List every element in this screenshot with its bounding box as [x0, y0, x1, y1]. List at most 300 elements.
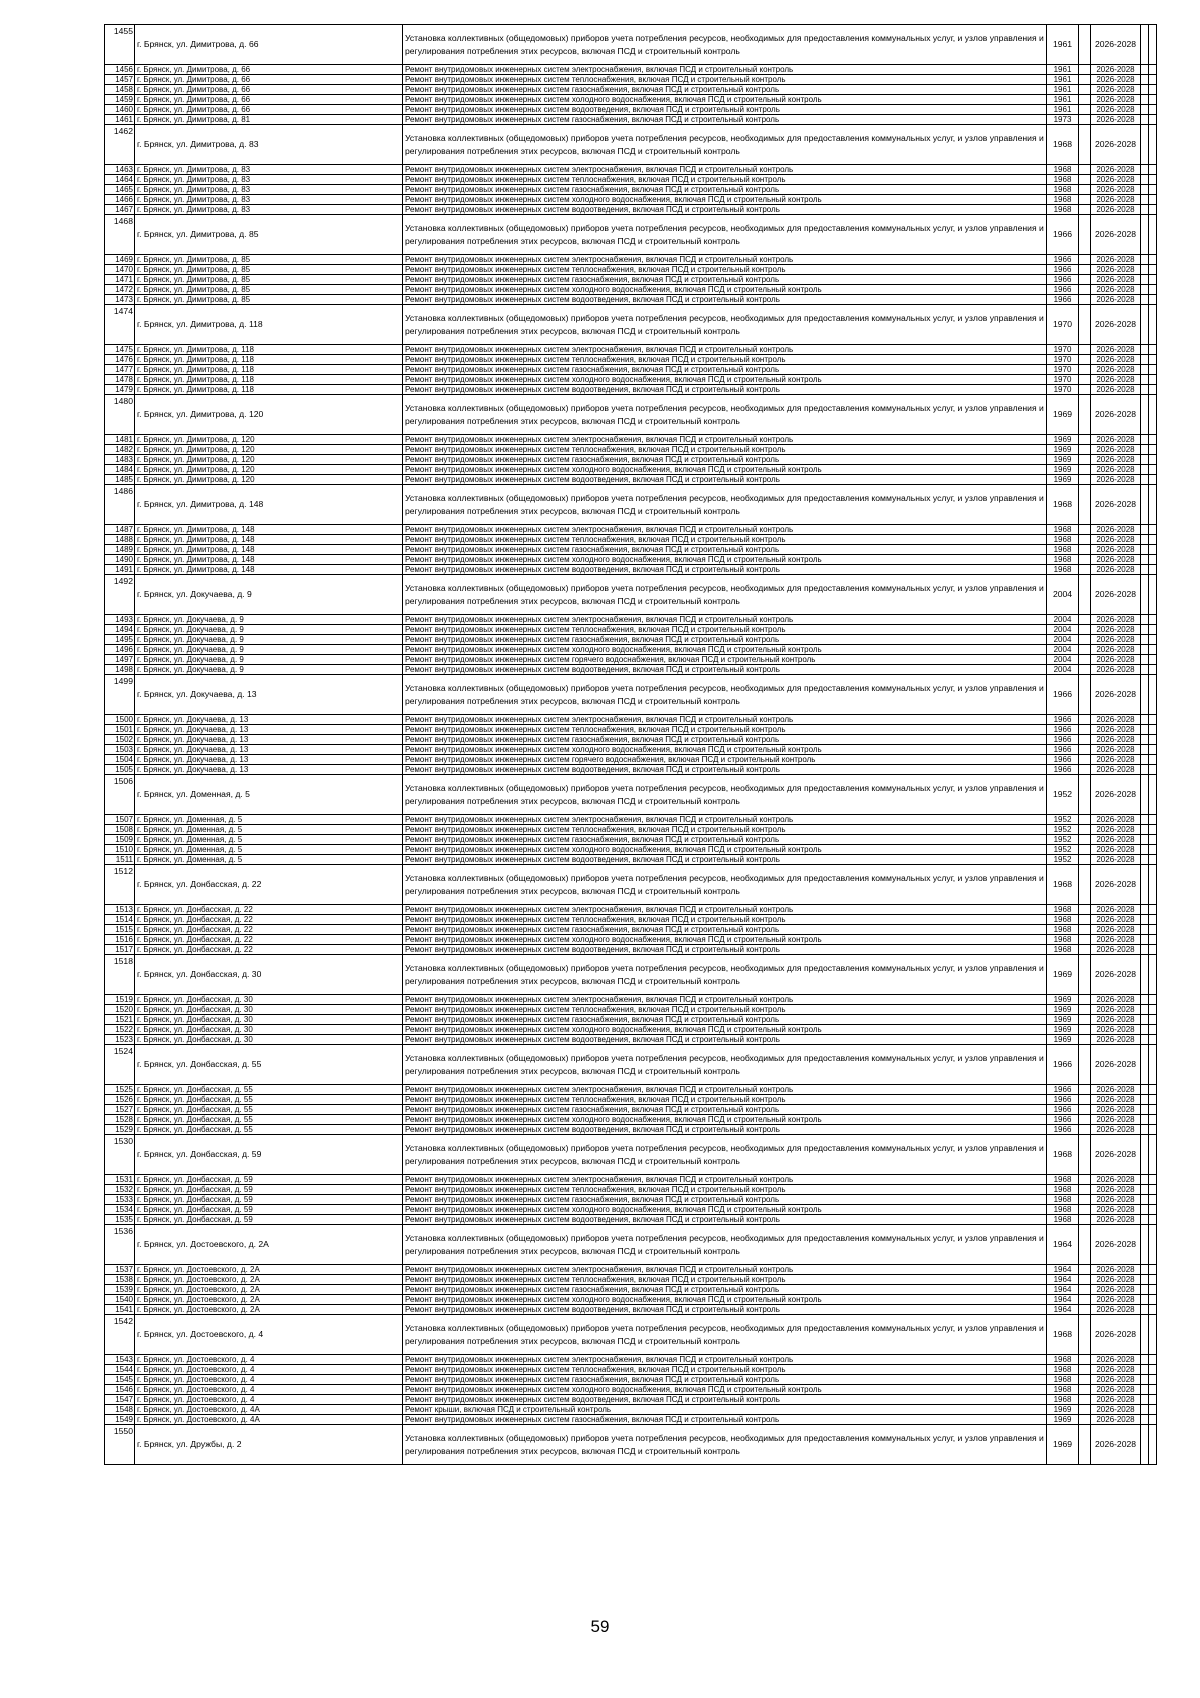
- empty-cell: [1149, 1415, 1157, 1425]
- empty-cell: [1141, 825, 1149, 835]
- row-number: 1538: [105, 1275, 135, 1285]
- empty-cell: [1141, 1315, 1149, 1355]
- empty-cell: [1149, 745, 1157, 755]
- row-number: 1549: [105, 1415, 135, 1425]
- empty-cell: [1079, 285, 1091, 295]
- work-type-cell: Установка коллективных (общедомовых) приборов учета потребления ресурсов, необходимых для предоставления коммунальных услуг, и узлов управления и регулирования потребления этих ресурсов, включая ПСД и строительный контроль: [403, 675, 1047, 715]
- build-year-cell: 1966: [1047, 265, 1079, 275]
- work-type-cell: Ремонт внутридомовых инженерных систем газоснабжения, включая ПСД и строительный контроль: [403, 1415, 1047, 1425]
- build-year-cell: 2004: [1047, 665, 1079, 675]
- row-number: 1484: [105, 465, 135, 475]
- empty-cell: [1079, 435, 1091, 445]
- period-cell: 2026-2028: [1091, 825, 1141, 835]
- empty-cell: [1141, 1375, 1149, 1385]
- empty-cell: [1141, 575, 1149, 615]
- period-cell: 2026-2028: [1091, 475, 1141, 485]
- build-year-cell: 1966: [1047, 675, 1079, 715]
- row-number: 1472: [105, 285, 135, 295]
- work-type-cell: Ремонт внутридомовых инженерных систем газоснабжения, включая ПСД и строительный контроль: [403, 1375, 1047, 1385]
- period-cell: 2026-2028: [1091, 915, 1141, 925]
- work-type-cell: Ремонт внутридомовых инженерных систем горячего водоснабжения, включая ПСД и строительный контроль: [403, 655, 1047, 665]
- build-year-cell: 1961: [1047, 75, 1079, 85]
- empty-cell: [1141, 395, 1149, 435]
- build-year-cell: 1966: [1047, 295, 1079, 305]
- empty-cell: [1141, 1295, 1149, 1305]
- work-type-cell: Ремонт внутридомовых инженерных систем водоотведения, включая ПСД и строительный контроль: [403, 385, 1047, 395]
- address-cell: г. Брянск, ул. Димитрова, д. 83: [135, 125, 403, 165]
- address-cell: г. Брянск, ул. Донбасская, д. 59: [135, 1185, 403, 1195]
- work-type-cell: Ремонт внутридомовых инженерных систем теплоснабжения, включая ПСД и строительный контроль: [403, 355, 1047, 365]
- work-type-cell: Ремонт внутридомовых инженерных систем газоснабжения, включая ПСД и строительный контроль: [403, 1015, 1047, 1025]
- period-cell: 2026-2028: [1091, 1295, 1141, 1305]
- address-cell: г. Брянск, ул. Докучаева, д. 13: [135, 755, 403, 765]
- build-year-cell: 1969: [1047, 1415, 1079, 1425]
- address-cell: г. Брянск, ул. Достоевского, д. 4: [135, 1395, 403, 1405]
- work-type-cell: Установка коллективных (общедомовых) приборов учета потребления ресурсов, необходимых для предоставления коммунальных услуг, и узлов управления и регулирования потребления этих ресурсов, включая ПСД и строительный контроль: [403, 955, 1047, 995]
- empty-cell: [1149, 285, 1157, 295]
- empty-cell: [1141, 905, 1149, 915]
- work-type-cell: Ремонт внутридомовых инженерных систем газоснабжения, включая ПСД и строительный контроль: [403, 275, 1047, 285]
- empty-cell: [1141, 925, 1149, 935]
- empty-cell: [1079, 385, 1091, 395]
- build-year-cell: 1968: [1047, 125, 1079, 165]
- row-number: 1537: [105, 1265, 135, 1275]
- row-number: 1507: [105, 815, 135, 825]
- period-cell: 2026-2028: [1091, 445, 1141, 455]
- period-cell: 2026-2028: [1091, 1365, 1141, 1375]
- empty-cell: [1149, 1375, 1157, 1385]
- table-row: [105, 1365, 1157, 1375]
- empty-cell: [1141, 345, 1149, 355]
- address-cell: г. Брянск, ул. Донбасская, д. 55: [135, 1045, 403, 1085]
- empty-cell: [1141, 865, 1149, 905]
- period-cell: 2026-2028: [1091, 85, 1141, 95]
- empty-cell: [1079, 1395, 1091, 1405]
- row-number: 1475: [105, 345, 135, 355]
- address-cell: г. Брянск, ул. Донбасская, д. 30: [135, 995, 403, 1005]
- empty-cell: [1079, 1045, 1091, 1085]
- address-cell: г. Брянск, ул. Донбасская, д. 30: [135, 1025, 403, 1035]
- address-cell: г. Брянск, ул. Димитрова, д. 85: [135, 275, 403, 285]
- build-year-cell: 1968: [1047, 555, 1079, 565]
- work-type-cell: Установка коллективных (общедомовых) приборов учета потребления ресурсов, необходимых для предоставления коммунальных услуг, и узлов управления и регулирования потребления этих ресурсов, включая ПСД и строительный контроль: [403, 125, 1047, 165]
- address-cell: г. Брянск, ул. Докучаева, д. 13: [135, 745, 403, 755]
- work-type-cell: Ремонт внутридомовых инженерных систем теплоснабжения, включая ПСД и строительный контроль: [403, 915, 1047, 925]
- address-cell: г. Брянск, ул. Димитрова, д. 118: [135, 365, 403, 375]
- table-row: [105, 955, 1157, 995]
- row-number: 1483: [105, 455, 135, 465]
- period-cell: 2026-2028: [1091, 945, 1141, 955]
- build-year-cell: 1961: [1047, 95, 1079, 105]
- empty-cell: [1079, 855, 1091, 865]
- empty-cell: [1079, 865, 1091, 905]
- empty-cell: [1149, 75, 1157, 85]
- empty-cell: [1079, 215, 1091, 255]
- empty-cell: [1149, 535, 1157, 545]
- empty-cell: [1149, 475, 1157, 485]
- empty-cell: [1079, 75, 1091, 85]
- empty-cell: [1141, 485, 1149, 525]
- empty-cell: [1079, 1175, 1091, 1185]
- period-cell: 2026-2028: [1091, 355, 1141, 365]
- empty-cell: [1079, 1035, 1091, 1045]
- address-cell: г. Брянск, ул. Димитрова, д. 148: [135, 555, 403, 565]
- empty-cell: [1141, 475, 1149, 485]
- empty-cell: [1141, 565, 1149, 575]
- row-number: 1497: [105, 655, 135, 665]
- work-type-cell: Установка коллективных (общедомовых) приборов учета потребления ресурсов, необходимых для предоставления коммунальных услуг, и узлов управления и регулирования потребления этих ресурсов, включая ПСД и строительный контроль: [403, 865, 1047, 905]
- empty-cell: [1149, 1185, 1157, 1195]
- build-year-cell: 1970: [1047, 385, 1079, 395]
- empty-cell: [1149, 1195, 1157, 1205]
- address-cell: г. Брянск, ул. Достоевского, д. 2А: [135, 1305, 403, 1315]
- table-row: [105, 1315, 1157, 1355]
- empty-cell: [1141, 765, 1149, 775]
- empty-cell: [1149, 1025, 1157, 1035]
- table-row: [105, 65, 1157, 75]
- empty-cell: [1079, 925, 1091, 935]
- period-cell: 2026-2028: [1091, 1275, 1141, 1285]
- work-type-cell: Ремонт внутридомовых инженерных систем теплоснабжения, включая ПСД и строительный контроль: [403, 265, 1047, 275]
- work-type-cell: Ремонт внутридомовых инженерных систем водоотведения, включая ПСД и строительный контроль: [403, 855, 1047, 865]
- empty-cell: [1149, 1135, 1157, 1175]
- empty-cell: [1149, 1045, 1157, 1085]
- empty-cell: [1149, 1095, 1157, 1105]
- empty-cell: [1149, 1295, 1157, 1305]
- row-number: 1494: [105, 625, 135, 635]
- empty-cell: [1141, 1035, 1149, 1045]
- address-cell: г. Брянск, ул. Димитрова, д. 66: [135, 65, 403, 75]
- empty-cell: [1149, 765, 1157, 775]
- empty-cell: [1079, 915, 1091, 925]
- work-type-cell: Ремонт внутридомовых инженерных систем электроснабжения, включая ПСД и строительный контроль: [403, 1175, 1047, 1185]
- build-year-cell: 1966: [1047, 745, 1079, 755]
- empty-cell: [1149, 185, 1157, 195]
- empty-cell: [1079, 1405, 1091, 1415]
- empty-cell: [1141, 465, 1149, 475]
- build-year-cell: 1968: [1047, 1385, 1079, 1395]
- build-year-cell: 1964: [1047, 1285, 1079, 1295]
- period-cell: 2026-2028: [1091, 435, 1141, 445]
- period-cell: 2026-2028: [1091, 1395, 1141, 1405]
- empty-cell: [1079, 25, 1091, 65]
- empty-cell: [1141, 1215, 1149, 1225]
- address-cell: г. Брянск, ул. Достоевского, д. 4: [135, 1365, 403, 1375]
- table-row: [105, 1085, 1157, 1095]
- row-number: 1508: [105, 825, 135, 835]
- empty-cell: [1141, 165, 1149, 175]
- empty-cell: [1149, 555, 1157, 565]
- address-cell: г. Брянск, ул. Докучаева, д. 13: [135, 725, 403, 735]
- row-number: 1489: [105, 545, 135, 555]
- table-body: [105, 25, 1157, 1465]
- period-cell: 2026-2028: [1091, 455, 1141, 465]
- empty-cell: [1079, 735, 1091, 745]
- build-year-cell: 1969: [1047, 395, 1079, 435]
- empty-cell: [1079, 1005, 1091, 1015]
- period-cell: 2026-2028: [1091, 105, 1141, 115]
- period-cell: 2026-2028: [1091, 1305, 1141, 1315]
- period-cell: 2026-2028: [1091, 1375, 1141, 1385]
- period-cell: 2026-2028: [1091, 925, 1141, 935]
- address-cell: г. Брянск, ул. Димитрова, д. 66: [135, 95, 403, 105]
- empty-cell: [1141, 1125, 1149, 1135]
- period-cell: 2026-2028: [1091, 295, 1141, 305]
- work-type-cell: Ремонт внутридомовых инженерных систем водоотведения, включая ПСД и строительный контроль: [403, 1035, 1047, 1045]
- empty-cell: [1149, 905, 1157, 915]
- work-type-cell: Ремонт внутридомовых инженерных систем холодного водоснабжения, включая ПСД и строительный контроль: [403, 745, 1047, 755]
- row-number: 1518: [105, 955, 135, 995]
- build-year-cell: 1968: [1047, 945, 1079, 955]
- period-cell: 2026-2028: [1091, 525, 1141, 535]
- row-number: 1491: [105, 565, 135, 575]
- empty-cell: [1141, 675, 1149, 715]
- empty-cell: [1141, 1405, 1149, 1415]
- row-number: 1477: [105, 365, 135, 375]
- empty-cell: [1079, 1295, 1091, 1305]
- empty-cell: [1079, 635, 1091, 645]
- period-cell: 2026-2028: [1091, 1315, 1141, 1355]
- build-year-cell: 1969: [1047, 1015, 1079, 1025]
- build-year-cell: 1970: [1047, 365, 1079, 375]
- period-cell: 2026-2028: [1091, 655, 1141, 665]
- work-type-cell: Ремонт внутридомовых инженерных систем теплоснабжения, включая ПСД и строительный контроль: [403, 1005, 1047, 1015]
- empty-cell: [1149, 1365, 1157, 1375]
- empty-cell: [1079, 725, 1091, 735]
- period-cell: 2026-2028: [1091, 1185, 1141, 1195]
- build-year-cell: 1952: [1047, 815, 1079, 825]
- period-cell: 2026-2028: [1091, 1015, 1141, 1025]
- empty-cell: [1149, 375, 1157, 385]
- work-type-cell: Ремонт внутридомовых инженерных систем водоотведения, включая ПСД и строительный контроль: [403, 475, 1047, 485]
- work-type-cell: Ремонт внутридомовых инженерных систем водоотведения, включая ПСД и строительный контроль: [403, 205, 1047, 215]
- table-row: [105, 735, 1157, 745]
- address-cell: г. Брянск, ул. Доменная, д. 5: [135, 815, 403, 825]
- empty-cell: [1149, 1175, 1157, 1185]
- table-row: [105, 1195, 1157, 1205]
- empty-cell: [1079, 1425, 1091, 1465]
- table-row: [105, 365, 1157, 375]
- empty-cell: [1149, 65, 1157, 75]
- empty-cell: [1079, 1375, 1091, 1385]
- row-number: 1501: [105, 725, 135, 735]
- work-type-cell: Ремонт внутридомовых инженерных систем холодного водоснабжения, включая ПСД и строительный контроль: [403, 285, 1047, 295]
- work-type-cell: Ремонт внутридомовых инженерных систем теплоснабжения, включая ПСД и строительный контроль: [403, 725, 1047, 735]
- empty-cell: [1141, 1265, 1149, 1275]
- work-type-cell: Установка коллективных (общедомовых) приборов учета потребления ресурсов, необходимых для предоставления коммунальных услуг, и узлов управления и регулирования потребления этих ресурсов, включая ПСД и строительный контроль: [403, 1425, 1047, 1465]
- table-row: [105, 25, 1157, 65]
- period-cell: 2026-2028: [1091, 1125, 1141, 1135]
- work-type-cell: Ремонт внутридомовых инженерных систем теплоснабжения, включая ПСД и строительный контроль: [403, 1275, 1047, 1285]
- row-number: 1476: [105, 355, 135, 365]
- build-year-cell: 1970: [1047, 355, 1079, 365]
- table-row: [105, 1125, 1157, 1135]
- table-row: [105, 845, 1157, 855]
- empty-cell: [1079, 305, 1091, 345]
- empty-cell: [1141, 755, 1149, 765]
- address-cell: г. Брянск, ул. Димитрова, д. 118: [135, 375, 403, 385]
- empty-cell: [1149, 365, 1157, 375]
- address-cell: г. Брянск, ул. Димитрова, д. 81: [135, 115, 403, 125]
- table-row: [105, 125, 1157, 165]
- empty-cell: [1149, 165, 1157, 175]
- empty-cell: [1141, 815, 1149, 825]
- empty-cell: [1141, 1185, 1149, 1195]
- empty-cell: [1079, 365, 1091, 375]
- row-number: 1498: [105, 665, 135, 675]
- table-row: [105, 1135, 1157, 1175]
- row-number: 1495: [105, 635, 135, 645]
- empty-cell: [1079, 115, 1091, 125]
- row-number: 1461: [105, 115, 135, 125]
- address-cell: г. Брянск, ул. Димитрова, д. 66: [135, 75, 403, 85]
- period-cell: 2026-2028: [1091, 465, 1141, 475]
- row-number: 1544: [105, 1365, 135, 1375]
- empty-cell: [1079, 275, 1091, 285]
- row-number: 1532: [105, 1185, 135, 1195]
- empty-cell: [1149, 1395, 1157, 1405]
- address-cell: г. Брянск, ул. Донбасская, д. 30: [135, 955, 403, 995]
- address-cell: г. Брянск, ул. Донбасская, д. 55: [135, 1115, 403, 1125]
- empty-cell: [1149, 95, 1157, 105]
- period-cell: 2026-2028: [1091, 395, 1141, 435]
- address-cell: г. Брянск, ул. Димитрова, д. 85: [135, 215, 403, 255]
- empty-cell: [1149, 995, 1157, 1005]
- table-row: [105, 995, 1157, 1005]
- empty-cell: [1079, 175, 1091, 185]
- address-cell: г. Брянск, ул. Дружбы, д. 2: [135, 1425, 403, 1465]
- work-type-cell: Установка коллективных (общедомовых) приборов учета потребления ресурсов, необходимых для предоставления коммунальных услуг, и узлов управления и регулирования потребления этих ресурсов, включая ПСД и строительный контроль: [403, 1135, 1047, 1175]
- address-cell: г. Брянск, ул. Доменная, д. 5: [135, 845, 403, 855]
- address-cell: г. Брянск, ул. Донбасская, д. 59: [135, 1175, 403, 1185]
- empty-cell: [1141, 275, 1149, 285]
- build-year-cell: 1966: [1047, 755, 1079, 765]
- work-type-cell: Ремонт внутридомовых инженерных систем электроснабжения, включая ПСД и строительный контроль: [403, 1265, 1047, 1275]
- period-cell: 2026-2028: [1091, 345, 1141, 355]
- address-cell: г. Брянск, ул. Димитрова, д. 83: [135, 195, 403, 205]
- table-row: [105, 655, 1157, 665]
- address-cell: г. Брянск, ул. Димитрова, д. 83: [135, 205, 403, 215]
- empty-cell: [1079, 445, 1091, 455]
- address-cell: г. Брянск, ул. Докучаева, д. 13: [135, 675, 403, 715]
- row-number: 1505: [105, 765, 135, 775]
- empty-cell: [1149, 305, 1157, 345]
- empty-cell: [1149, 85, 1157, 95]
- work-type-cell: Установка коллективных (общедомовых) приборов учета потребления ресурсов, необходимых для предоставления коммунальных услуг, и узлов управления и регулирования потребления этих ресурсов, включая ПСД и строительный контроль: [403, 775, 1047, 815]
- row-number: 1468: [105, 215, 135, 255]
- row-number: 1540: [105, 1295, 135, 1305]
- row-number: 1458: [105, 85, 135, 95]
- empty-cell: [1141, 1285, 1149, 1295]
- build-year-cell: 1968: [1047, 1205, 1079, 1215]
- row-number: 1463: [105, 165, 135, 175]
- address-cell: г. Брянск, ул. Донбасская, д. 30: [135, 1005, 403, 1015]
- address-cell: г. Брянск, ул. Донбасская, д. 59: [135, 1135, 403, 1175]
- empty-cell: [1079, 375, 1091, 385]
- row-number: 1541: [105, 1305, 135, 1315]
- work-type-cell: Ремонт внутридомовых инженерных систем теплоснабжения, включая ПСД и строительный контроль: [403, 175, 1047, 185]
- capital-repair-table: [104, 24, 1157, 1465]
- empty-cell: [1079, 1085, 1091, 1095]
- empty-cell: [1079, 195, 1091, 205]
- table-row: [105, 1405, 1157, 1415]
- work-type-cell: Ремонт внутридомовых инженерных систем газоснабжения, включая ПСД и строительный контроль: [403, 115, 1047, 125]
- empty-cell: [1149, 625, 1157, 635]
- period-cell: 2026-2028: [1091, 95, 1141, 105]
- row-number: 1523: [105, 1035, 135, 1045]
- period-cell: 2026-2028: [1091, 1215, 1141, 1225]
- build-year-cell: 1968: [1047, 1355, 1079, 1365]
- empty-cell: [1149, 655, 1157, 665]
- empty-cell: [1149, 265, 1157, 275]
- empty-cell: [1079, 1275, 1091, 1285]
- empty-cell: [1079, 395, 1091, 435]
- work-type-cell: Ремонт внутридомовых инженерных систем теплоснабжения, включая ПСД и строительный контроль: [403, 535, 1047, 545]
- period-cell: 2026-2028: [1091, 715, 1141, 725]
- empty-cell: [1079, 65, 1091, 75]
- empty-cell: [1141, 95, 1149, 105]
- empty-cell: [1149, 395, 1157, 435]
- empty-cell: [1141, 75, 1149, 85]
- empty-cell: [1079, 1185, 1091, 1195]
- work-type-cell: Ремонт внутридомовых инженерных систем теплоснабжения, включая ПСД и строительный контроль: [403, 445, 1047, 455]
- work-type-cell: Ремонт внутридомовых инженерных систем электроснабжения, включая ПСД и строительный контроль: [403, 345, 1047, 355]
- work-type-cell: Ремонт внутридомовых инженерных систем холодного водоснабжения, включая ПСД и строительный контроль: [403, 375, 1047, 385]
- empty-cell: [1079, 525, 1091, 535]
- address-cell: г. Брянск, ул. Димитрова, д. 85: [135, 255, 403, 265]
- empty-cell: [1149, 1005, 1157, 1015]
- work-type-cell: Ремонт внутридомовых инженерных систем газоснабжения, включая ПСД и строительный контроль: [403, 365, 1047, 375]
- row-number: 1524: [105, 1045, 135, 1085]
- build-year-cell: 2004: [1047, 615, 1079, 625]
- table-row: [105, 855, 1157, 865]
- period-cell: 2026-2028: [1091, 365, 1141, 375]
- empty-cell: [1079, 535, 1091, 545]
- empty-cell: [1149, 675, 1157, 715]
- period-cell: 2026-2028: [1091, 255, 1141, 265]
- empty-cell: [1149, 725, 1157, 735]
- empty-cell: [1079, 95, 1091, 105]
- work-type-cell: Установка коллективных (общедомовых) приборов учета потребления ресурсов, необходимых для предоставления коммунальных услуг, и узлов управления и регулирования потребления этих ресурсов, включая ПСД и строительный контроль: [403, 25, 1047, 65]
- work-type-cell: Ремонт внутридомовых инженерных систем водоотведения, включая ПСД и строительный контроль: [403, 1215, 1047, 1225]
- table-row: [105, 395, 1157, 435]
- empty-cell: [1079, 745, 1091, 755]
- build-year-cell: 1966: [1047, 1095, 1079, 1105]
- table-row: [105, 715, 1157, 725]
- address-cell: г. Брянск, ул. Достоевского, д. 4: [135, 1385, 403, 1395]
- empty-cell: [1149, 575, 1157, 615]
- row-number: 1455: [105, 25, 135, 65]
- address-cell: г. Брянск, ул. Донбасская, д. 59: [135, 1205, 403, 1215]
- build-year-cell: 1973: [1047, 115, 1079, 125]
- row-number: 1509: [105, 835, 135, 845]
- period-cell: 2026-2028: [1091, 165, 1141, 175]
- empty-cell: [1149, 295, 1157, 305]
- table-row: [105, 475, 1157, 485]
- table-row: [105, 635, 1157, 645]
- table-row: [105, 465, 1157, 475]
- empty-cell: [1141, 115, 1149, 125]
- build-year-cell: 2004: [1047, 645, 1079, 655]
- address-cell: г. Брянск, ул. Донбасская, д. 55: [135, 1095, 403, 1105]
- work-type-cell: Ремонт внутридомовых инженерных систем газоснабжения, включая ПСД и строительный контроль: [403, 85, 1047, 95]
- table-row: [105, 815, 1157, 825]
- table-row: [105, 945, 1157, 955]
- table-row: [105, 215, 1157, 255]
- empty-cell: [1079, 465, 1091, 475]
- empty-cell: [1079, 355, 1091, 365]
- period-cell: 2026-2028: [1091, 1225, 1141, 1265]
